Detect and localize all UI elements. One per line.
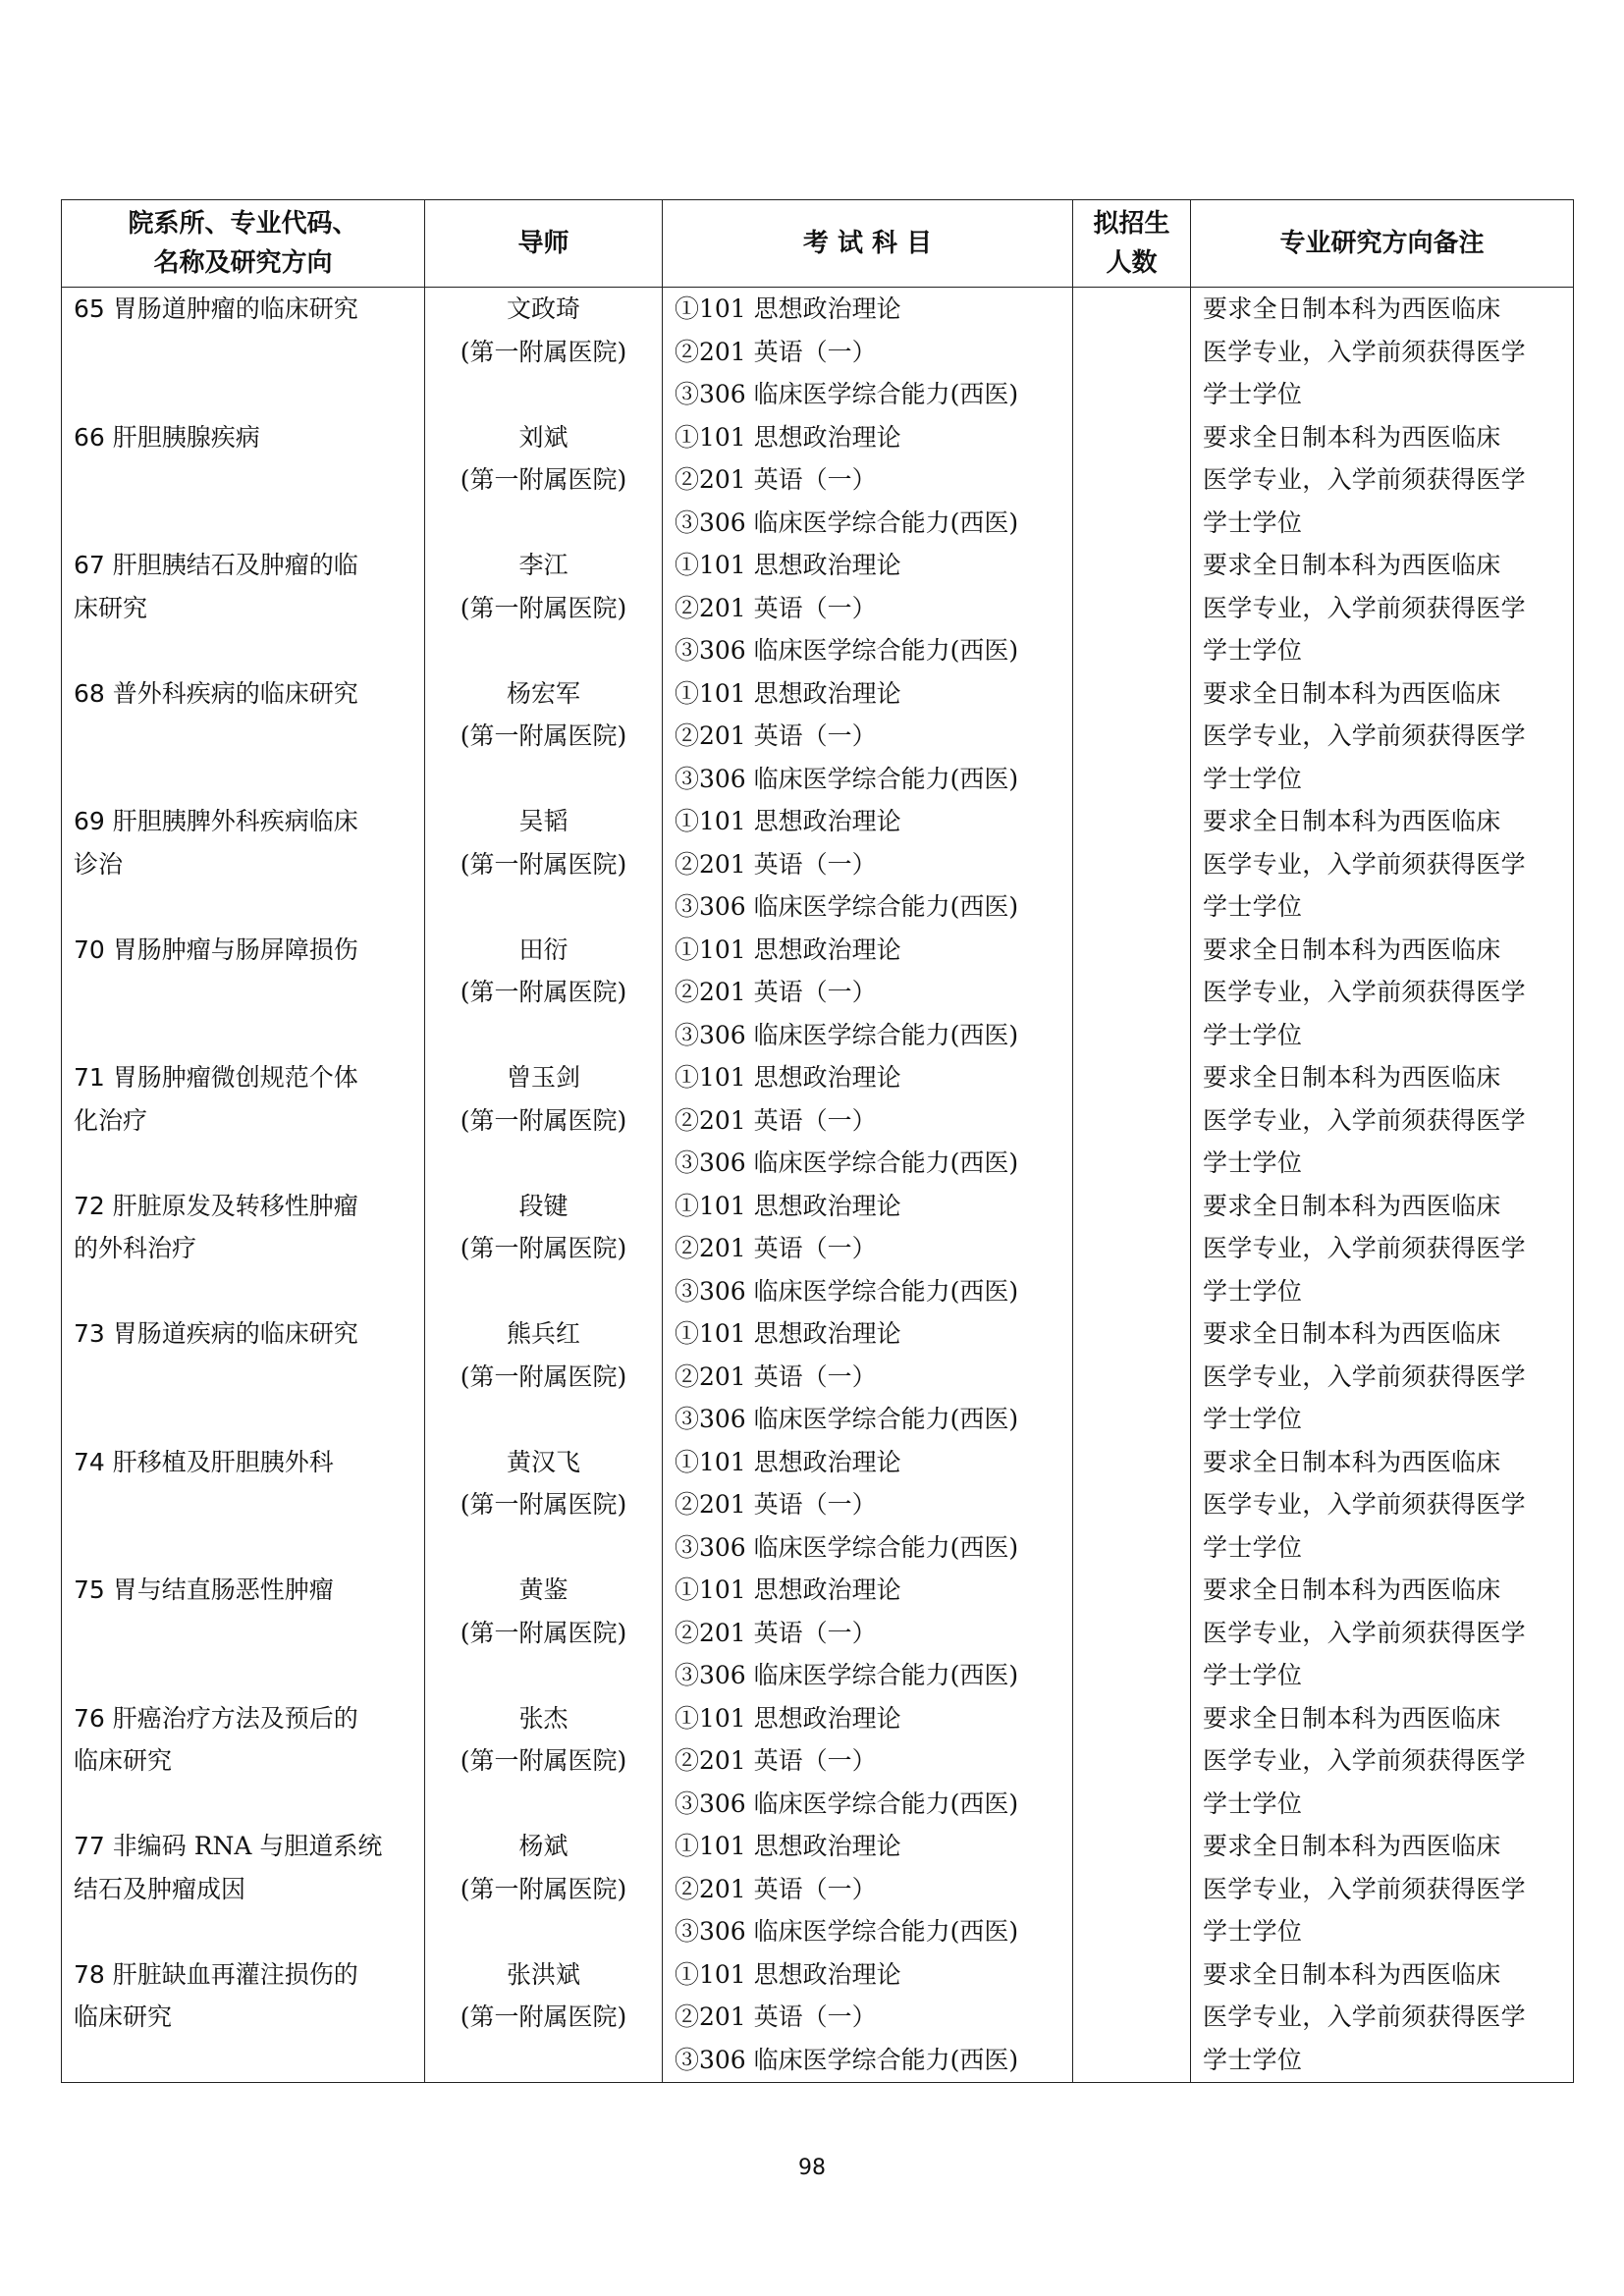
tutor-name: 田衍: [518, 934, 568, 964]
exam-subject-3: ③306 临床医学综合能力(西医): [675, 636, 1019, 665]
direction-code: 65: [74, 294, 105, 323]
note-line-2: 医学专业，入学前须获得医学: [1203, 849, 1526, 879]
cell-quota: [1073, 1697, 1191, 1826]
exam-subject-1: ①101 思想政治理论: [675, 1703, 901, 1733]
note-line-1: 要求全日制本科为西医临床: [1203, 1832, 1501, 1860]
note-line-3: 学士学位: [1203, 636, 1303, 665]
cell-direction: [62, 288, 425, 416]
cell-quota: [1073, 929, 1191, 1057]
tutor-affiliation: (第一附属医院): [460, 1618, 627, 1647]
cell-tutor: [425, 288, 663, 416]
cell-tutor: [425, 672, 663, 801]
cell-exam-subjects: [663, 416, 1073, 545]
cell-notes: [1191, 1953, 1574, 2083]
cell-tutor: [425, 1185, 663, 1313]
cell-direction: [62, 1825, 425, 1953]
cell-tutor: [425, 544, 663, 672]
note-line-3: 学士学位: [1203, 1661, 1303, 1689]
direction-name-line1: 非编码 RNA 与胆道系统: [112, 1832, 383, 1860]
note-line-1: 要求全日制本科为西医临床: [1203, 1447, 1501, 1476]
note-line-3: 学士学位: [1203, 1532, 1303, 1562]
header-dept-line2: 名称及研究方向: [153, 248, 333, 278]
cell-notes: [1191, 1441, 1574, 1570]
tutor-affiliation: (第一附属医院): [460, 1874, 627, 1903]
exam-subject-1: ①101 思想政治理论: [675, 294, 901, 323]
cell-tutor: [425, 800, 663, 929]
table-row: [62, 416, 1574, 545]
cell-notes: [1191, 1185, 1574, 1313]
tutor-name: 吴韬: [518, 807, 568, 835]
tutor-affiliation: (第一附属医院): [460, 1105, 627, 1135]
note-line-3: 学士学位: [1203, 892, 1303, 921]
exam-subject-1: ①101 思想政治理论: [675, 1063, 901, 1092]
note-line-2: 医学专业，入学前须获得医学: [1203, 465, 1526, 494]
tutor-name: 张杰: [518, 1703, 568, 1733]
cell-notes: [1191, 1056, 1574, 1185]
cell-direction: [62, 416, 425, 545]
note-line-1: 要求全日制本科为西医临床: [1203, 1703, 1501, 1733]
note-line-2: 医学专业，入学前须获得医学: [1203, 721, 1526, 750]
note-line-2: 医学专业，入学前须获得医学: [1203, 593, 1526, 622]
cell-notes: [1191, 1312, 1574, 1441]
cell-quota: [1073, 1441, 1191, 1570]
exam-subject-3: ③306 临床医学综合能力(西医): [675, 2045, 1019, 2074]
note-line-2: 医学专业，入学前须获得医学: [1203, 1105, 1526, 1135]
table-row: [62, 1953, 1574, 2083]
cell-exam-subjects: [663, 800, 1073, 929]
note-line-2: 医学专业，入学前须获得医学: [1203, 1234, 1526, 1262]
exam-subject-1: ①101 思想政治理论: [675, 807, 901, 835]
cell-quota: [1073, 1312, 1191, 1441]
tutor-affiliation: (第一附属医院): [460, 978, 627, 1006]
note-line-1: 要求全日制本科为西医临床: [1203, 422, 1501, 452]
cell-exam-subjects: [663, 1185, 1073, 1313]
note-line-3: 学士学位: [1203, 1148, 1303, 1177]
cell-quota: [1073, 544, 1191, 672]
cell-direction: [62, 1056, 425, 1185]
cell-tutor: [425, 416, 663, 545]
direction-name-line1: 肝脏缺血再灌注损伤的: [112, 1959, 358, 1989]
cell-direction: [62, 1953, 425, 2083]
exam-subject-2: ②201 英语（一）: [675, 1746, 877, 1775]
note-line-2: 医学专业，入学前须获得医学: [1203, 2002, 1526, 2031]
direction-name-line1: 胃肠肿瘤微创规范个体: [112, 1063, 358, 1092]
cell-exam-subjects: [663, 1056, 1073, 1185]
direction-name-line1: 胃肠肿瘤与肠屏障损伤: [112, 934, 358, 964]
note-line-1: 要求全日制本科为西医临床: [1203, 1319, 1501, 1348]
note-line-1: 要求全日制本科为西医临床: [1203, 1575, 1501, 1604]
tutor-name: 黄鉴: [518, 1575, 568, 1604]
cell-quota: [1073, 1953, 1191, 2083]
exam-subject-1: ①101 思想政治理论: [675, 678, 901, 708]
cell-direction: [62, 1569, 425, 1697]
cell-exam-subjects: [663, 288, 1073, 416]
cell-exam-subjects: [663, 1441, 1073, 1570]
cell-tutor: [425, 1825, 663, 1953]
direction-name-line1: 肝移植及肝胆胰外科: [112, 1447, 334, 1476]
tutor-affiliation: (第一附属医院): [460, 2002, 627, 2031]
cell-direction: [62, 800, 425, 929]
direction-name-line1: 肝胆胰脾外科疾病临床: [112, 807, 358, 835]
exam-subject-2: ②201 英语（一）: [675, 2002, 877, 2031]
table-row: [62, 800, 1574, 929]
cell-tutor: [425, 1441, 663, 1570]
direction-code: 75: [74, 1575, 105, 1604]
direction-code: 78: [74, 1959, 105, 1989]
cell-direction: [62, 1185, 425, 1313]
cell-direction: [62, 544, 425, 672]
exam-subject-3: ③306 临床医学综合能力(西医): [675, 1661, 1019, 1689]
table-row: [62, 929, 1574, 1057]
cell-quota: [1073, 800, 1191, 929]
header-quota-line1: 拟招生: [1093, 209, 1170, 239]
tutor-name: 熊兵红: [506, 1319, 580, 1348]
cell-direction: [62, 1697, 425, 1826]
direction-code: 70: [74, 934, 105, 964]
note-line-3: 学士学位: [1203, 1405, 1303, 1433]
cell-exam-subjects: [663, 1569, 1073, 1697]
table-row: [62, 544, 1574, 672]
tutor-name: 曾玉剑: [506, 1063, 580, 1092]
exam-subject-2: ②201 英语（一）: [675, 721, 877, 750]
cell-direction: [62, 672, 425, 801]
note-line-3: 学士学位: [1203, 1276, 1303, 1306]
exam-subject-1: ①101 思想政治理论: [675, 422, 901, 452]
header-notes: 专业研究方向备注: [1191, 200, 1574, 288]
exam-subject-3: ③306 临床医学综合能力(西医): [675, 1020, 1019, 1049]
cell-notes: [1191, 1569, 1574, 1697]
cell-notes: [1191, 1697, 1574, 1826]
note-line-1: 要求全日制本科为西医临床: [1203, 1063, 1501, 1092]
exam-subject-2: ②201 英语（一）: [675, 337, 877, 366]
note-line-1: 要求全日制本科为西医临床: [1203, 1959, 1501, 1989]
cell-direction: [62, 1312, 425, 1441]
cell-quota: [1073, 672, 1191, 801]
cell-quota: [1073, 288, 1191, 416]
cell-notes: [1191, 288, 1574, 416]
cell-tutor: [425, 1569, 663, 1697]
table-row: [62, 672, 1574, 801]
direction-code: 69: [74, 807, 105, 835]
tutor-affiliation: (第一附属医院): [460, 593, 627, 622]
cell-notes: [1191, 544, 1574, 672]
tutor-affiliation: (第一附属医院): [460, 337, 627, 366]
tutor-name: 文政琦: [506, 294, 580, 323]
exam-subject-1: ①101 思想政治理论: [675, 551, 901, 579]
cell-tutor: [425, 929, 663, 1057]
note-line-2: 医学专业，入学前须获得医学: [1203, 978, 1526, 1006]
direction-code: 72: [74, 1191, 105, 1220]
exam-subject-2: ②201 英语（一）: [675, 465, 877, 494]
table-row: [62, 1185, 1574, 1313]
direction-name-line2: 诊治: [74, 849, 124, 879]
exam-subject-1: ①101 思想政治理论: [675, 1575, 901, 1604]
header-tutor: 导师: [425, 200, 663, 288]
direction-name-line1: 肝脏原发及转移性肿瘤: [112, 1191, 358, 1220]
note-line-2: 医学专业，入学前须获得医学: [1203, 1874, 1526, 1903]
note-line-1: 要求全日制本科为西医临床: [1203, 807, 1501, 835]
tutor-affiliation: (第一附属医院): [460, 721, 627, 750]
tutor-affiliation: (第一附属医院): [460, 1490, 627, 1519]
tutor-affiliation: (第一附属医院): [460, 1746, 627, 1775]
direction-name-line1: 胃肠道肿瘤的临床研究: [112, 294, 358, 323]
note-line-3: 学士学位: [1203, 1917, 1303, 1946]
cell-quota: [1073, 1185, 1191, 1313]
table-row: [62, 1312, 1574, 1441]
direction-code: 67: [74, 551, 105, 579]
note-line-3: 学士学位: [1203, 2045, 1303, 2074]
note-line-3: 学士学位: [1203, 764, 1303, 793]
direction-code: 77: [74, 1832, 105, 1860]
note-line-3: 学士学位: [1203, 507, 1303, 537]
tutor-name: 张洪斌: [506, 1959, 580, 1989]
exam-subject-1: ①101 思想政治理论: [675, 1832, 901, 1860]
note-line-2: 医学专业，入学前须获得医学: [1203, 1618, 1526, 1647]
exam-subject-3: ③306 临床医学综合能力(西医): [675, 1405, 1019, 1433]
cell-quota: [1073, 416, 1191, 545]
table-row: [62, 1697, 1574, 1826]
tutor-affiliation: (第一附属医院): [460, 1362, 627, 1391]
tutor-affiliation: (第一附属医院): [460, 465, 627, 494]
cell-quota: [1073, 1056, 1191, 1185]
table-row: [62, 1056, 1574, 1185]
exam-subject-1: ①101 思想政治理论: [675, 1447, 901, 1476]
note-line-2: 医学专业，入学前须获得医学: [1203, 337, 1526, 366]
tutor-affiliation: (第一附属医院): [460, 1234, 627, 1262]
note-line-3: 学士学位: [1203, 380, 1303, 408]
cell-notes: [1191, 800, 1574, 929]
cell-exam-subjects: [663, 1697, 1073, 1826]
table-row: [62, 1569, 1574, 1697]
note-line-3: 学士学位: [1203, 1020, 1303, 1049]
cell-tutor: [425, 1056, 663, 1185]
direction-name-line1: 肝癌治疗方法及预后的: [112, 1703, 358, 1733]
direction-code: 76: [74, 1703, 105, 1733]
exam-subject-3: ③306 临床医学综合能力(西医): [675, 764, 1019, 793]
note-line-1: 要求全日制本科为西医临床: [1203, 678, 1501, 708]
direction-code: 74: [74, 1447, 105, 1476]
direction-name-line1: 肝胆胰腺疾病: [112, 422, 260, 452]
exam-subject-3: ③306 临床医学综合能力(西医): [675, 1917, 1019, 1946]
exam-subject-2: ②201 英语（一）: [675, 1234, 877, 1262]
direction-name-line2: 结石及肿瘤成因: [74, 1874, 246, 1903]
cell-exam-subjects: [663, 929, 1073, 1057]
direction-name-line2: 临床研究: [74, 2002, 173, 2031]
direction-name-line1: 肝胆胰结石及肿瘤的临: [112, 551, 358, 579]
exam-subject-3: ③306 临床医学综合能力(西医): [675, 1148, 1019, 1177]
direction-name-line2: 床研究: [74, 593, 148, 622]
cell-notes: [1191, 929, 1574, 1057]
cell-exam-subjects: [663, 672, 1073, 801]
tutor-name: 李江: [518, 551, 568, 579]
table-row: [62, 1441, 1574, 1570]
cell-notes: [1191, 1825, 1574, 1953]
exam-subject-1: ①101 思想政治理论: [675, 1959, 901, 1989]
exam-subject-3: ③306 临床医学综合能力(西医): [675, 1532, 1019, 1562]
table-header-row: [62, 200, 1574, 288]
header-exam: 考 试 科 目: [663, 200, 1073, 288]
tutor-name: 杨斌: [518, 1832, 568, 1860]
note-line-2: 医学专业，入学前须获得医学: [1203, 1490, 1526, 1519]
exam-subject-2: ②201 英语（一）: [675, 1618, 877, 1647]
note-line-1: 要求全日制本科为西医临床: [1203, 294, 1501, 323]
table-row: [62, 288, 1574, 416]
table-body: [62, 288, 1574, 2083]
cell-quota: [1073, 1825, 1191, 1953]
cell-tutor: [425, 1697, 663, 1826]
exam-subject-1: ①101 思想政治理论: [675, 934, 901, 964]
tutor-name: 杨宏军: [506, 678, 580, 708]
exam-subject-2: ②201 英语（一）: [675, 1362, 877, 1391]
header-dept: [62, 200, 425, 288]
note-line-2: 医学专业，入学前须获得医学: [1203, 1746, 1526, 1775]
direction-code: 71: [74, 1063, 105, 1092]
exam-subject-1: ①101 思想政治理论: [675, 1319, 901, 1348]
exam-subject-3: ③306 临床医学综合能力(西医): [675, 892, 1019, 921]
direction-code: 73: [74, 1319, 105, 1348]
cell-notes: [1191, 416, 1574, 545]
direction-name-line2: 化治疗: [74, 1105, 148, 1135]
header-quota-line2: 人数: [1106, 248, 1158, 278]
header-dept-line1: 院系所、专业代码、: [128, 209, 358, 239]
tutor-affiliation: (第一附属医院): [460, 849, 627, 879]
note-line-3: 学士学位: [1203, 1789, 1303, 1818]
cell-quota: [1073, 1569, 1191, 1697]
exam-subject-2: ②201 英语（一）: [675, 1490, 877, 1519]
exam-subject-3: ③306 临床医学综合能力(西医): [675, 507, 1019, 537]
exam-subject-1: ①101 思想政治理论: [675, 1191, 901, 1220]
cell-direction: [62, 929, 425, 1057]
page-number: 98: [798, 2156, 826, 2180]
exam-subject-2: ②201 英语（一）: [675, 1105, 877, 1135]
cell-exam-subjects: [663, 544, 1073, 672]
cell-direction: [62, 1441, 425, 1570]
exam-subject-3: ③306 临床医学综合能力(西医): [675, 1789, 1019, 1818]
exam-subject-2: ②201 英语（一）: [675, 593, 877, 622]
cell-tutor: [425, 1312, 663, 1441]
direction-name-line2: 的外科治疗: [74, 1234, 197, 1262]
direction-name-line2: 临床研究: [74, 1746, 173, 1775]
exam-subject-2: ②201 英语（一）: [675, 978, 877, 1006]
direction-name-line1: 胃肠道疾病的临床研究: [112, 1319, 358, 1348]
cell-exam-subjects: [663, 1825, 1073, 1953]
header-quota: [1073, 200, 1191, 288]
exam-subject-3: ③306 临床医学综合能力(西医): [675, 380, 1019, 408]
note-line-1: 要求全日制本科为西医临床: [1203, 934, 1501, 964]
note-line-1: 要求全日制本科为西医临床: [1203, 551, 1501, 579]
tutor-name: 黄汉飞: [506, 1447, 580, 1476]
cell-exam-subjects: [663, 1953, 1073, 2083]
cell-exam-subjects: [663, 1312, 1073, 1441]
tutor-name: 段键: [518, 1191, 568, 1220]
tutor-name: 刘斌: [518, 422, 568, 452]
cell-tutor: [425, 1953, 663, 2083]
direction-name-line1: 普外科疾病的临床研究: [112, 678, 358, 708]
direction-code: 66: [74, 422, 105, 452]
cell-notes: [1191, 672, 1574, 801]
exam-subject-3: ③306 临床医学综合能力(西医): [675, 1276, 1019, 1306]
note-line-2: 医学专业，入学前须获得医学: [1203, 1362, 1526, 1391]
direction-code: 68: [74, 678, 105, 708]
table-row: [62, 1825, 1574, 1953]
direction-name-line1: 胃与结直肠恶性肿瘤: [112, 1575, 334, 1604]
admissions-table: [61, 199, 1574, 2083]
exam-subject-2: ②201 英语（一）: [675, 849, 877, 879]
note-line-1: 要求全日制本科为西医临床: [1203, 1191, 1501, 1220]
exam-subject-2: ②201 英语（一）: [675, 1874, 877, 1903]
